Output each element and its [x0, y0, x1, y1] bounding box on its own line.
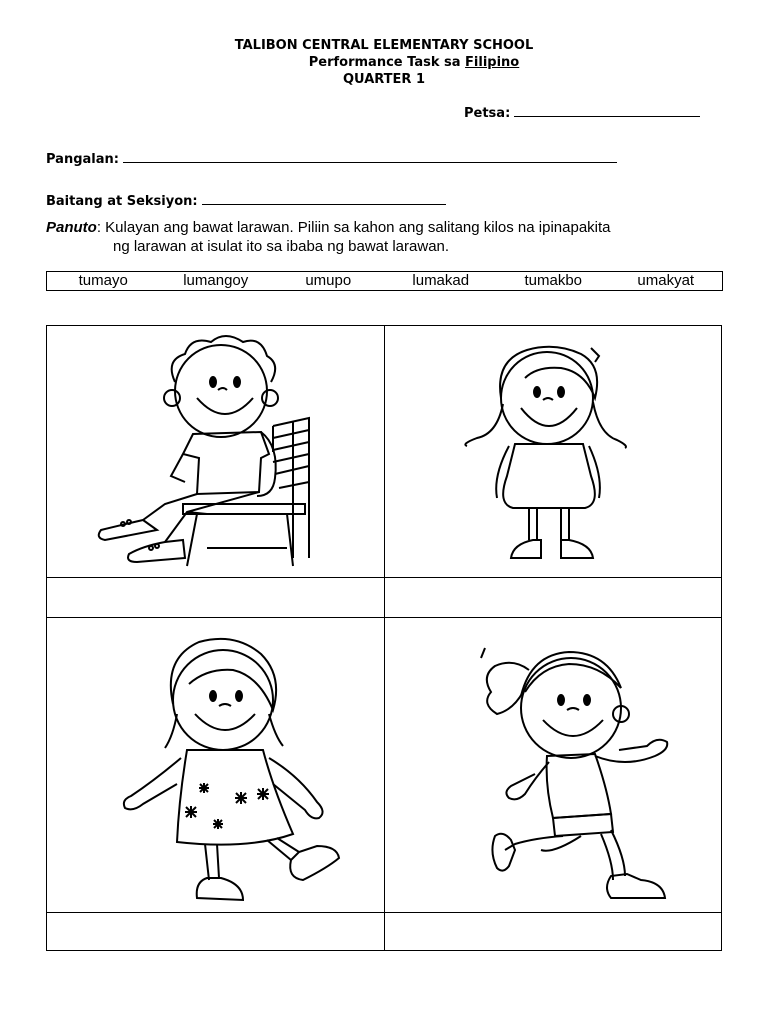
date-field[interactable] — [464, 104, 700, 121]
answer-box[interactable] — [385, 913, 722, 951]
answer-box[interactable] — [47, 578, 384, 618]
grade-section-label: Baitang at Seksiyon: — [46, 194, 198, 209]
quarter-label: QUARTER 1 — [342, 72, 426, 87]
answer-box[interactable] — [385, 578, 722, 618]
school-name: TALIBON CENTRAL ELEMENTARY SCHOOL — [234, 38, 534, 53]
task-subtitle — [0, 55, 768, 70]
name-label: Pangalan: — [46, 152, 119, 167]
word-choice: umakyat — [637, 272, 695, 289]
name-blank-line[interactable] — [123, 150, 617, 163]
grade-section-field[interactable] — [46, 192, 446, 209]
picture-grid — [46, 325, 722, 951]
date-label: Petsa: — [464, 106, 511, 121]
word-choice: lumakad — [412, 272, 470, 289]
word-choice: tumakbo — [524, 272, 583, 289]
instructions — [46, 218, 736, 256]
word-choice: tumayo — [78, 272, 128, 289]
instructions-label: Panuto — [46, 219, 97, 236]
boy-sitting-on-chair-illustration — [47, 326, 384, 578]
girl-running-illustration — [385, 618, 722, 912]
date-blank-line[interactable] — [514, 104, 700, 117]
girl-standing-illustration — [385, 326, 722, 578]
girl-walking-illustration — [47, 618, 384, 912]
word-choice: umupo — [305, 272, 352, 289]
grade-section-blank-line[interactable] — [202, 192, 446, 205]
answer-box[interactable] — [47, 913, 384, 951]
instructions-line-1: : Kulayan ang bawat larawan. Piliin sa kahon ang salitang kilos na ipinapakita — [96, 219, 611, 236]
word-choice-box — [46, 271, 723, 291]
name-field[interactable] — [46, 150, 617, 167]
subtitle-prefix: Performance Task sa — [308, 55, 466, 70]
word-choice: lumangoy — [183, 272, 249, 289]
instructions-line-2: ng larawan at isulat ito sa ibaba ng bawat larawan. — [113, 238, 450, 255]
subject-name: Filipino — [465, 55, 520, 70]
